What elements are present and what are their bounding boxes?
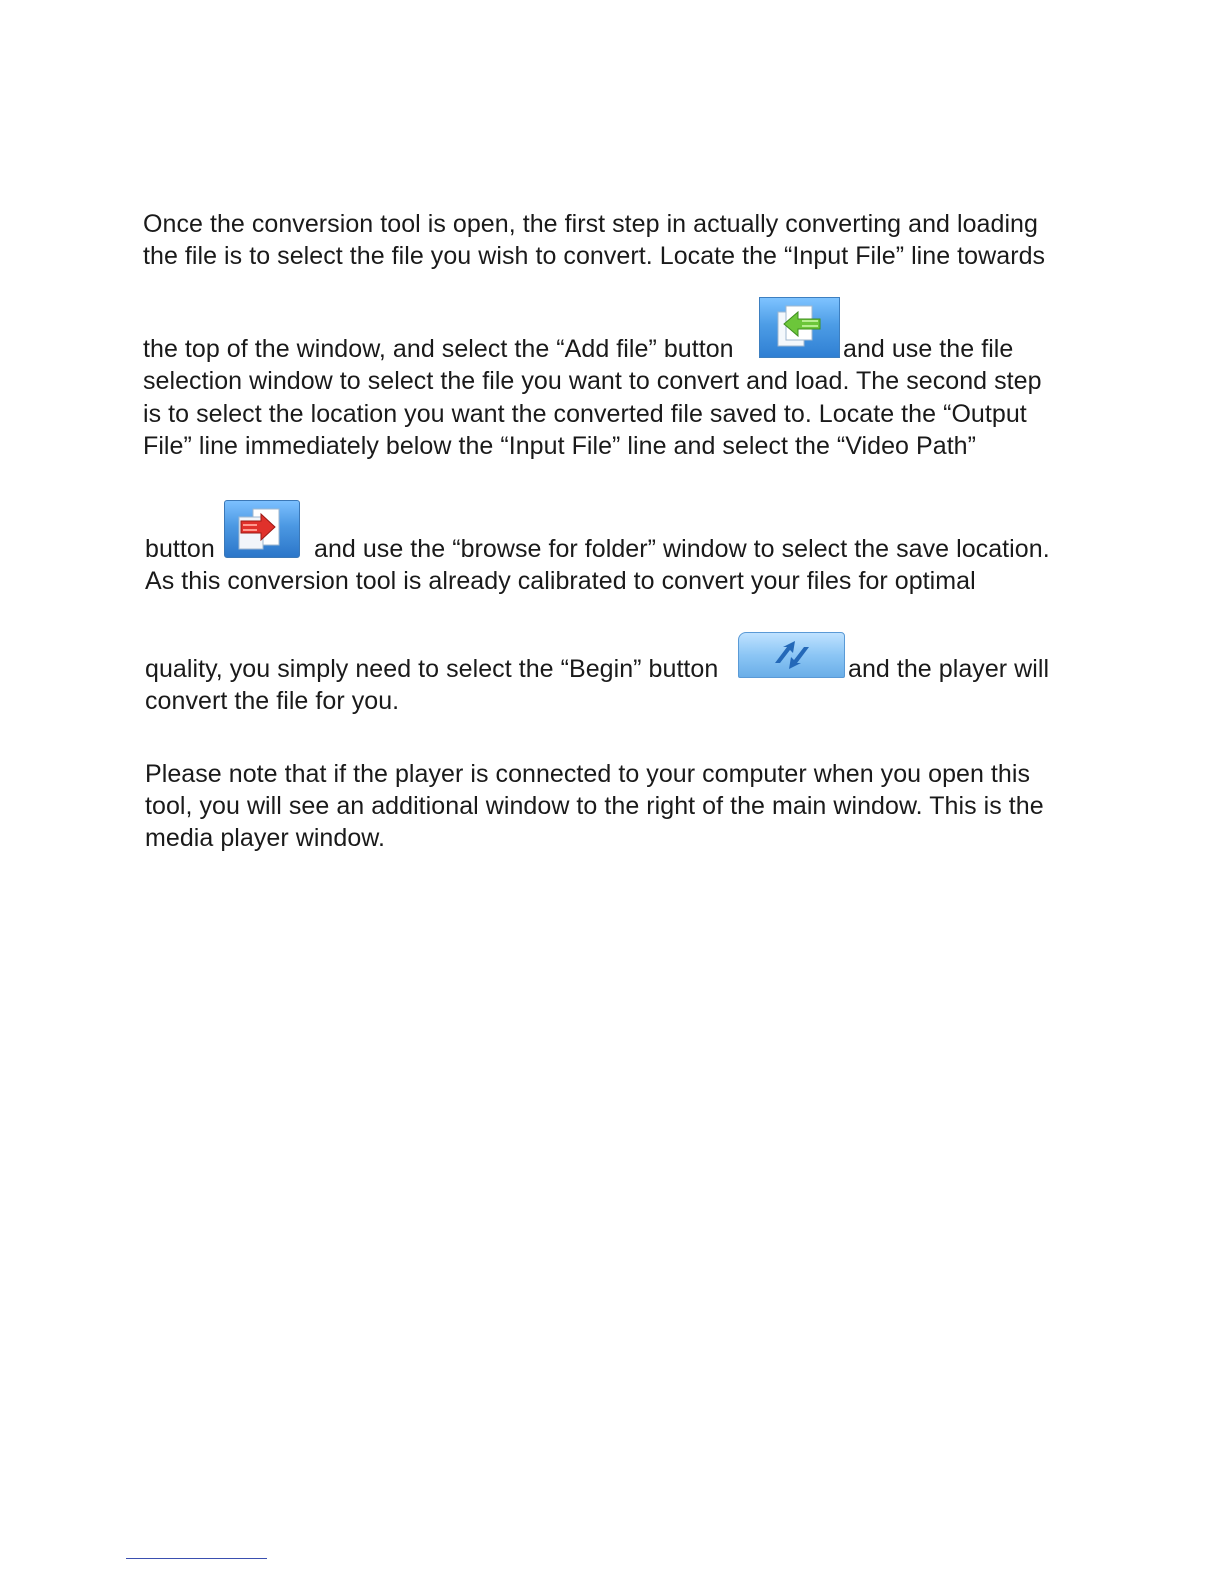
paragraph-2-line-1: Please note that if the player is connected to your computer when you open this bbox=[145, 760, 1031, 788]
paragraph-1-line-4: selection window to select the file you want to convert and load. The second step bbox=[143, 367, 1042, 395]
video-path-button[interactable] bbox=[224, 500, 300, 558]
paragraph-1-line-6: File” line immediately below the “Input File” line and select the “Video Path” bbox=[143, 432, 977, 460]
paragraph-1-line-2: the file is to select the file you wish to convert. Locate the “Input File” line towards bbox=[143, 242, 1046, 270]
begin-button[interactable] bbox=[738, 632, 845, 678]
paragraph-2-line-3: media player window. bbox=[145, 824, 386, 852]
paragraph-1-line-3a: the top of the window, and select the “Add file” button bbox=[143, 335, 734, 363]
footnote-divider bbox=[126, 1558, 267, 1559]
paragraph-1-line-5: is to select the location you want the converted file saved to. Locate the “Output bbox=[143, 400, 1027, 428]
paragraph-1-line-10: convert the file for you. bbox=[145, 687, 400, 715]
paragraph-1-line-7b: and use the “browse for folder” window to select the save location. bbox=[314, 535, 1050, 563]
paragraph-1-line-7a: button bbox=[145, 535, 215, 563]
paragraph-1-line-1: Once the conversion tool is open, the first step in actually converting and loading bbox=[143, 210, 1038, 238]
paragraph-1-line-8: As this conversion tool is already calibrated to convert your files for optimal bbox=[145, 567, 976, 595]
add-file-button[interactable] bbox=[759, 297, 840, 358]
paragraph-2-line-2: tool, you will see an additional window to the right of the main window. This is the bbox=[145, 792, 1044, 820]
paragraph-1-line-9a: quality, you simply need to select the “Begin” button bbox=[145, 655, 719, 683]
begin-convert-icon bbox=[739, 633, 844, 677]
video-path-icon bbox=[225, 501, 299, 557]
paragraph-1-line-3b: and use the file bbox=[843, 335, 1014, 363]
paragraph-1-line-9b: and the player will bbox=[848, 655, 1050, 683]
add-file-icon bbox=[760, 298, 839, 357]
